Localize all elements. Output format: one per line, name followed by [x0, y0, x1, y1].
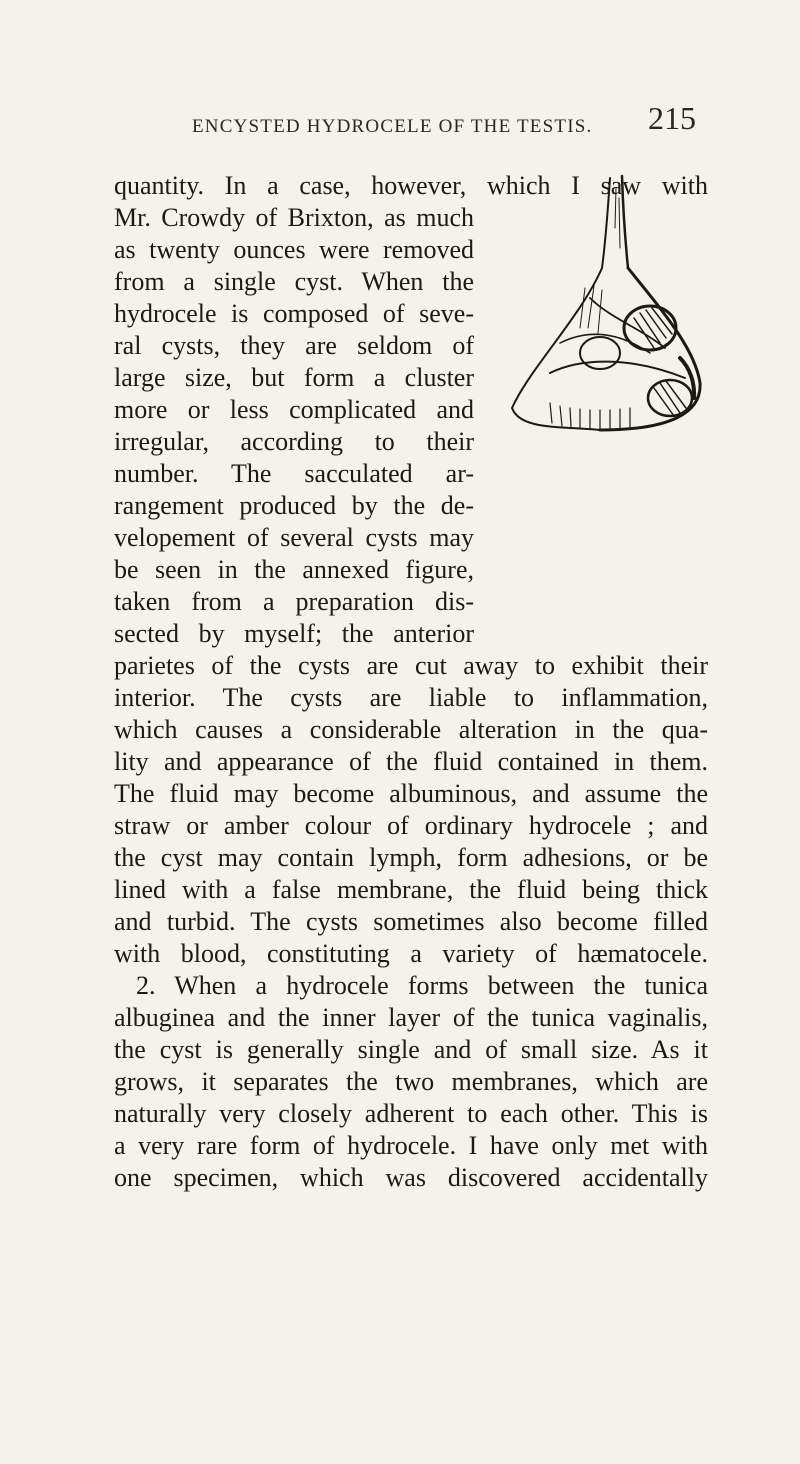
sac-outline-left: [512, 268, 602, 430]
text-line: grows, it separates the two membranes, which are: [114, 1067, 708, 1096]
cord-line: [602, 178, 610, 268]
page-header: [0, 100, 800, 140]
text-line: be seen in the annexed figure,: [114, 555, 474, 584]
shading-hatch: [550, 403, 630, 429]
text-line: as twenty ounces were removed: [114, 235, 474, 264]
text-line: from a single cyst. When the: [114, 267, 474, 296]
text-line: 2. When a hydrocele forms between the tunica: [136, 971, 708, 1000]
shading-hatch: [580, 286, 602, 333]
text-line: number. The sacculated ar-: [114, 459, 474, 488]
running-title: ENCYSTED HYDROCELE OF THE TESTIS.: [192, 116, 593, 137]
engraving-figure: [490, 168, 722, 438]
cyst-septum: [550, 362, 685, 378]
text-line: rangement produced by the de-: [114, 491, 474, 520]
page-number: 215: [648, 100, 696, 136]
text-line: parietes of the cysts are cut away to exhibit their: [114, 651, 708, 680]
hydrocele-cyst-illustration: [490, 168, 722, 438]
text-line: sected by myself; the anterior: [114, 619, 474, 648]
text-line: hydrocele is composed of seve-: [114, 299, 474, 328]
text-line: with blood, constituting a variety of hæmatocele.: [114, 939, 708, 968]
text-line: irregular, according to their: [114, 427, 474, 456]
text-line: quantity. In a case, however, which I saw with: [114, 171, 708, 200]
cyst: [580, 337, 620, 369]
shading-hatch: [654, 381, 686, 416]
cord-line: [622, 176, 628, 268]
text-line: naturally very closely adherent to each other. This is: [114, 1099, 708, 1128]
text-line: velopement of several cysts may: [114, 523, 474, 552]
text-line: interior. The cysts are liable to inflammation,: [114, 683, 708, 712]
text-line: The fluid may become albuminous, and assume the: [114, 779, 708, 808]
text-line: taken from a preparation dis-: [114, 587, 474, 616]
text-line: one specimen, which was discovered accidentally: [114, 1163, 708, 1192]
text-line: lity and appearance of the fluid contained in them.: [114, 747, 708, 776]
text-line: the cyst is generally single and of small size. As it: [114, 1035, 708, 1064]
text-line: lined with a false membrane, the fluid being thick: [114, 875, 708, 904]
text-line: ral cysts, they are seldom of: [114, 331, 474, 360]
text-line: the cyst may contain lymph, form adhesions, or be: [114, 843, 708, 872]
text-line: which causes a considerable alteration in the qua-: [114, 715, 708, 744]
text-line: Mr. Crowdy of Brixton, as much: [114, 203, 474, 232]
text-line: large size, but form a cluster: [114, 363, 474, 392]
shading-hatch: [634, 308, 672, 348]
text-line: straw or amber colour of ordinary hydrocele ; and: [114, 811, 708, 840]
text-line: and turbid. The cysts sometimes also become filled: [114, 907, 708, 936]
text-line: a very rare form of hydrocele. I have only met with: [114, 1131, 708, 1160]
cord-hatching: [615, 188, 620, 248]
text-line: more or less complicated and: [114, 395, 474, 424]
text-line: albuginea and the inner layer of the tunica vaginalis,: [114, 1003, 708, 1032]
